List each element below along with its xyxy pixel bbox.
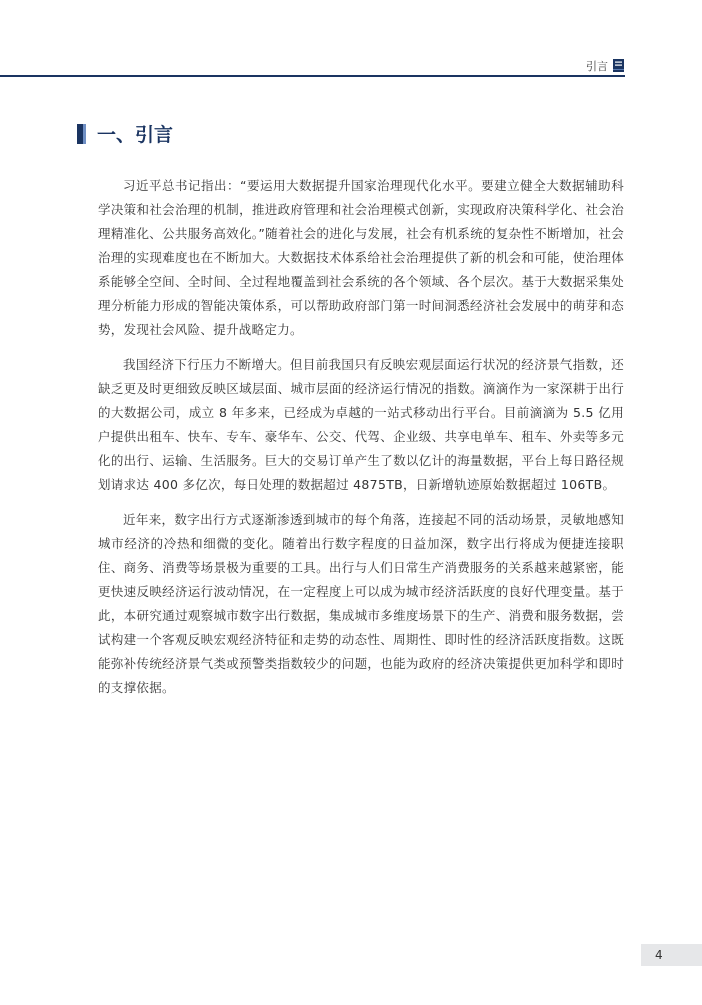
- header-section-label: 引言: [586, 60, 608, 73]
- book-icon: [613, 59, 624, 72]
- page-number-box: [641, 944, 702, 966]
- paragraph-2: 我国经济下行压力不断增大。但目前我国只有反映宏观层面运行状况的经济景气指数，还缺乏更及时更细致反映区域层面、城市层面的经济运行情况的指数。滴滴作为一家深耕于出行的大数据公司，成立 8 年多来，已经成为卓越的一站式移动出行平台。目前滴滴为 5.5 亿用户提供出租车、快车、专车、豪华车、公交、代驾、企业级、共享电单车、租车、外卖等多元化的出行、运输、生活服务。巨大的交易订单产生了数以亿计的海量数据，平台上每日路径规划请求达 400 多亿次，每日处理的数据超过 4875TB，日新增轨迹原始数据超过 106TB。: [98, 357, 624, 492]
- paragraph-3: 近年来，数字出行方式逐渐渗透到城市的每个角落，连接起不同的活动场景，灵敏地感知城市经济的冷热和细微的变化。随着出行数字程度的日益加深，数字出行将成为便捷连接职住、商务、消费等场景极为重要的工具。出行与人们日常生产消费服务的关系越来越紧密，能更快速反映经济运行波动情况，在一定程度上可以成为城市经济活跃度的良好代理变量。基于此，本研究通过观察城市数字出行数据，集成城市多维度场景下的生产、消费和服务数据，尝试构建一个客观反映宏观经济特征和走势的动态性、周期性、即时性的经济活跃度指数。这既能弥补传统经济景气类或预警类指数较少的问题，也能为政府的经济决策提供更加科学和即时的支撑依据。: [98, 512, 624, 695]
- page-number: 4: [655, 948, 663, 962]
- paragraph-1: 习近平总书记指出：“要运用大数据提升国家治理现代化水平。要建立健全大数据辅助科学决策和社会治理的机制，推进政府管理和社会治理模式创新，实现政府决策科学化、社会治理精准化、公共服务高效化。”随着社会的进化与发展，社会有机系统的复杂性不断增加，社会治理的实现难度也在不断加大。大数据技术体系给社会治理提供了新的机会和可能，使治理体系能够全空间、全时间、全过程地覆盖到社会系统的各个领域、各个层次。基于大数据采集处理分析能力形成的智能决策体系，可以帮助政府部门第一时间洞悉经济社会发展中的萌芽和态势，发现社会风险、提升战略定力。: [98, 178, 624, 337]
- section-marker-icon: [77, 124, 86, 144]
- header-divider: [0, 75, 625, 77]
- section-title: 一、引言: [97, 124, 174, 146]
- body-text: [98, 174, 624, 711]
